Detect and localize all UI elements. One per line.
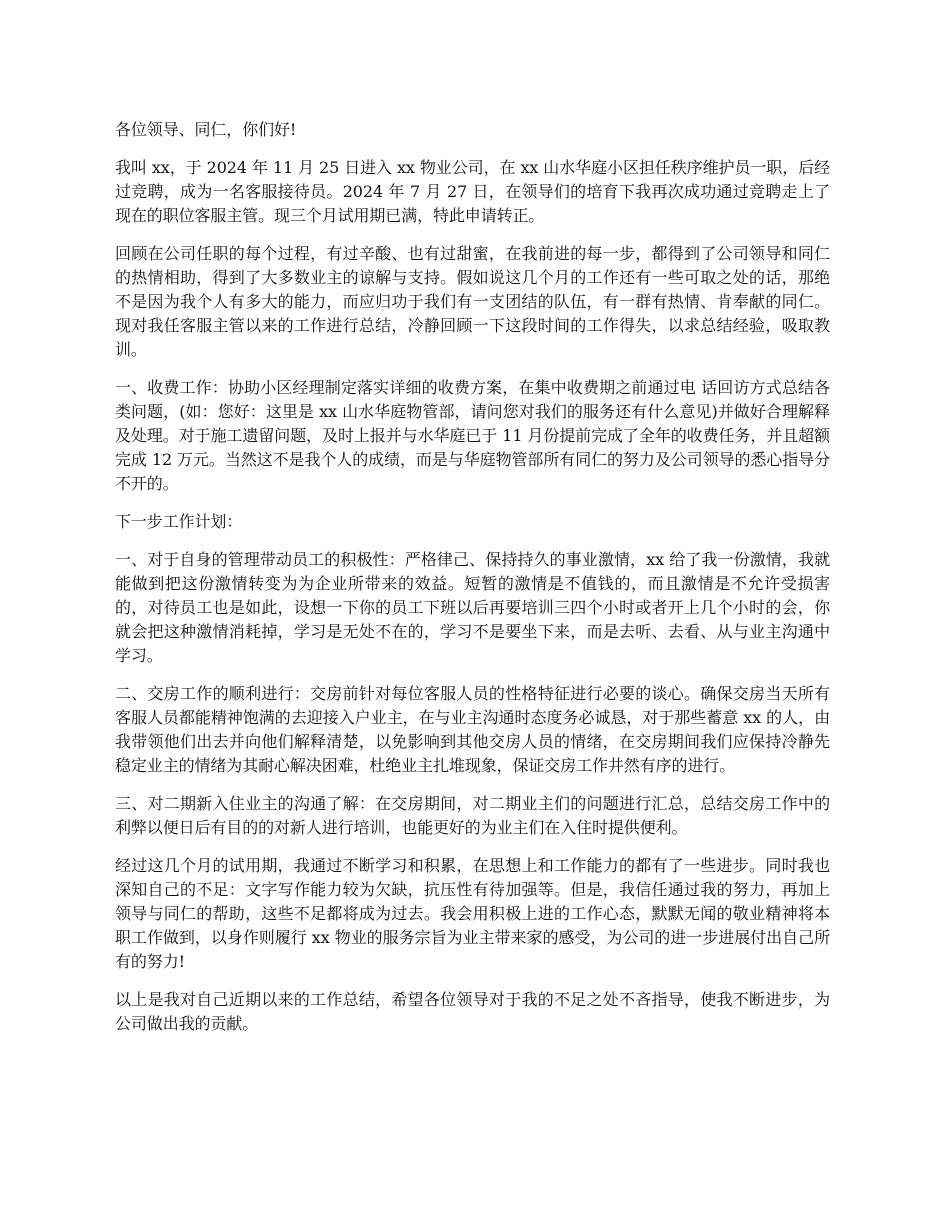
plan-item-3: 三、对二期新入住业主的沟通了解：在交房期间，对二期业主们的问题进行汇总，总结交房工作中的利弊以便日后有目的的对新人进行培训，也能更好的为业主们在入住时提供便利。 — [115, 794, 830, 837]
review-paragraph: 回顾在公司任职的每个过程，有过辛酸、也有过甜蜜，在我前进的每一步，都得到了公司领导和同仁的热情相助，得到了大多数业主的谅解与支持。假如说这几个月的工作还有一些可取之处的话，那绝不是因为我个人有多大的能力，而应归功于我们有一支团结的队伍，有一群有热情、肯奉献的同仁。现对我任客服主管以来的工作进行总结，冷静回顾一下这段时间的工作得失，以求总结经验，吸取教训。 — [115, 244, 830, 359]
fee-work-paragraph: 一、收费工作：协助小区经理制定落实详细的收费方案，在集中收费期之前通过电 话回访方式总结各类问题，(如：您好：这里是 xx 山水华庭物管部，请问您对我们的服务还有什么意见)并做好合理解释及处理。对于施工遗留问题，及时上报并与水华庭已于 11 月份提前完成了全年的收费任务，并且超额完成 12 万元。当然这不是我个人的成绩，而是与华庭物管部所有同仁的努力及公司领导的悉心指导分不开的。 — [115, 378, 830, 493]
plan-item-2: 二、交房工作的顺利进行：交房前针对每位客服人员的性格特征进行必要的谈心。确保交房当天所有客服人员都能精神饱满的去迎接入户业主，在与业主沟通时态度务必诚恳，对于那些蓄意 xx 的人，由我带领他们出去并向他们解释清楚，以免影响到其他交房人员的情绪，在交房期间我们应保持冷静先稳定业主的情绪为其耐心解决困难，杜绝业主扎堆现象，保证交房工作井然有序的进行。 — [115, 684, 830, 775]
summary-paragraph: 经过这几个月的试用期，我通过不断学习和积累，在思想上和工作能力的都有了一些进步。同时我也深知自己的不足：文字写作能力较为欠缺，抗压性有待加强等。但是，我信任通过我的努力，再加上领导与同仁的帮助，这些不足都将成为过去。我会用积极上进的工作心态，默默无闻的敬业精神将本职工作做到，以身作则履行 xx 物业的服务宗旨为业主带来家的感受，为公司的进一步进展付出自己所有的努力! — [115, 856, 830, 971]
intro-paragraph: 我叫 xx，于 2024 年 11 月 25 日进入 xx 物业公司，在 xx 山水华庭小区担任秩序维护员一职，后经过竞聘，成为一名客服接待员。2024 年 7 月 27 日，在领导们的培育下我再次成功通过竞聘走上了现在的职位客服主管。现三个月试用期已满，特此申请转正。 — [115, 158, 830, 225]
greeting-paragraph: 各位领导、同仁，你们好! — [115, 120, 297, 139]
closing-paragraph: 以上是我对自己近期以来的工作总结，希望各位领导对于我的不足之处不吝指导，使我不断进步，为公司做出我的贡献。 — [115, 990, 830, 1033]
document-body — [115, 118, 830, 1050]
plan-item-1: 一、对于自身的管理带动员工的积极性：严格律己、保持持久的事业激情，xx 给了我一份激情，我就能做到把这份激情转变为为企业所带来的效益。短暂的激情是不值钱的，而且激情是不允许受损害的，对待员工也是如此，设想一下你的员工下班以后再要培训三四个小时或者开上几个小时的会，你就会把这种激情消耗掉，学习是无处不在的，学习不是要坐下来，而是去听、去看、从与业主沟通中学习。 — [115, 550, 830, 665]
next-plan-heading: 下一步工作计划： — [115, 512, 243, 531]
